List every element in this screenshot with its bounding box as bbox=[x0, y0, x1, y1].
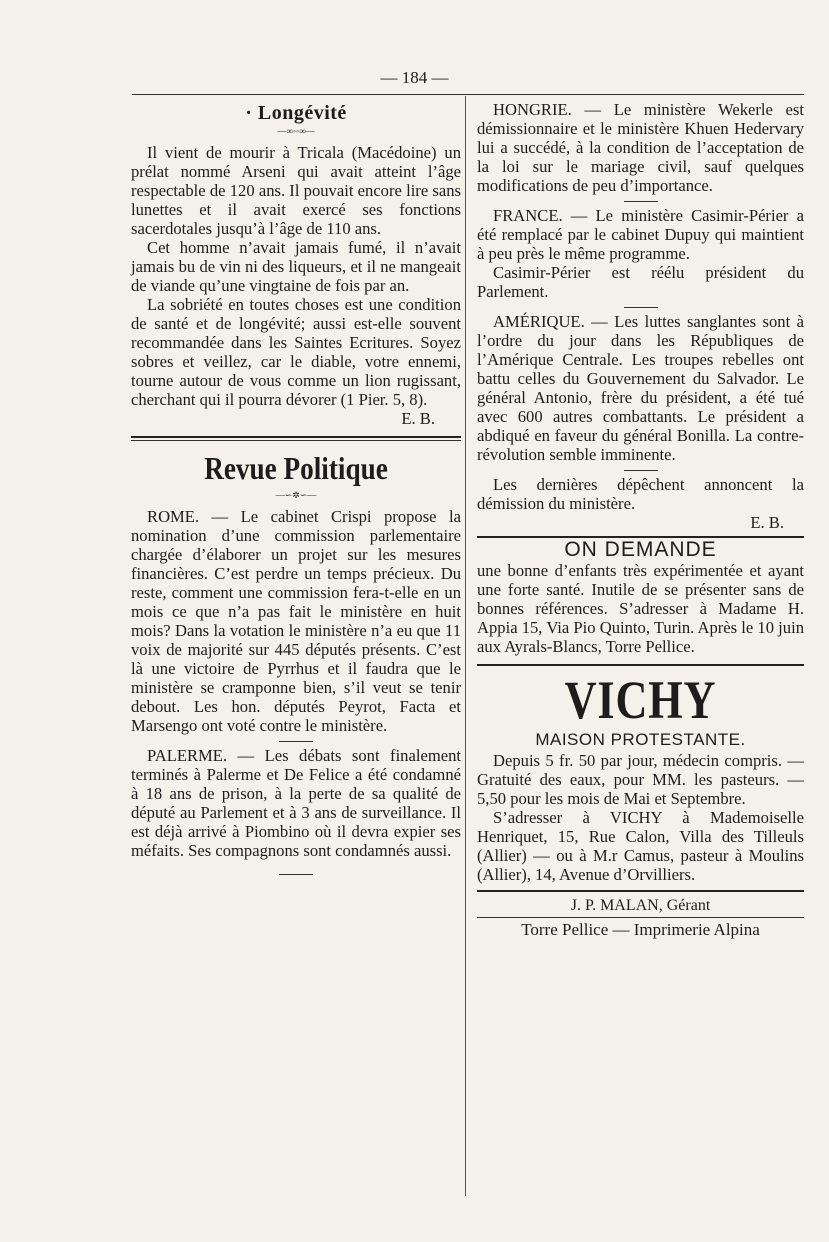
vichy-paragraph-1: Depuis 5 fr. 50 par jour, médecin compris. — Gratuité des eaux, pour MM. les pasteurs. — 5,50 pour les mois de Mai et Septembre. bbox=[477, 751, 804, 808]
longevite-paragraph-2: Cet homme n’avait jamais fumé, il n’avait jamais bu de vin ni des liqueurs, et il ne mangeait de viande qu’une vingtaine de fois par an. bbox=[131, 238, 461, 295]
short-rule bbox=[624, 307, 658, 308]
vichy-paragraph-2: S’adresser à VICHY à Mademoiselle Henriquet, 15, Rue Calon, Villa des Tilleuls (Allier) — ou à M.r Camus, pasteur à Moulins (Allier), 14, Avenue d’Orvilliers. bbox=[477, 808, 804, 884]
right-column bbox=[477, 100, 804, 939]
hongrie-paragraph: HONGRIE. — Le ministère Wekerle est démissionnaire et le ministère Khuen Hedervary lui a succédé, à la condition de l’acceptation de la loi sur le mariage civil, sauf quelques modifications de peu d’importance. bbox=[477, 100, 804, 195]
section-rule bbox=[477, 664, 804, 666]
depeches-paragraph: Les dernières dépêchent annoncent la démission du ministère. bbox=[477, 475, 804, 513]
revue-politique-heading: Revue Politique bbox=[204, 450, 388, 486]
longevite-signature: E. B. bbox=[401, 409, 435, 428]
rome-paragraph: ROME. — Le cabinet Crispi propose la nomination d’une commission parlementaire chargée d’élaborer un projet sur les mesures financières. C’est perdre un temps précieux. Du reste, comment une commission fera-t-elle en un mois ce que n’a pas fait le ministère en huit mois? Dans la votation le ministère n’a eu que 11 voix de majorité sur 445 députés présents. C’est là une victoire de Pyrrhus et il faudra que le ministère se cramponne bien, s’il veut se tenir debout. Les hon. députés Peyrot, Facta et Marsengo ont voté contre le ministère. bbox=[131, 507, 461, 735]
page-number: — 184 — bbox=[380, 68, 449, 87]
on-demande-text: une bonne d’enfants très expérimentée et ayant une forte santé. Inutile de se présenter sans de bonnes références. S’adresser à Madame H. Appia 15, Via Pio Quinto, Turin. Après le 10 juin aux Ayrals-Blancs, Torre Pellice. bbox=[477, 561, 804, 656]
amerique-paragraph: AMÉRIQUE. — Les luttes sanglantes sont à l’ordre du jour dans les Républiques de l’Amérique Centrale. Les troupes rebelles ont battu celles du Gouvernement du Salvador. Le général Antonio, frère du président, a été tué avec 600 autres combattants. Le président a abdiqué en faveur du général Bonilla. La contre-révolution semble imminente. bbox=[477, 312, 804, 464]
section-rule-thin bbox=[131, 440, 461, 441]
top-rule bbox=[132, 94, 804, 95]
france-paragraph: FRANCE. — Le ministère Casimir-Périer a été remplacé par le cabinet Dupuy qui maintient à peu près le même programme. bbox=[477, 206, 804, 263]
short-rule bbox=[624, 470, 658, 471]
vichy-heading: VICHY bbox=[564, 670, 717, 730]
ornament-divider-2: —∽✲∽— bbox=[275, 490, 317, 500]
section-rule-thin bbox=[477, 917, 804, 918]
short-rule bbox=[624, 201, 658, 202]
imprimerie-line: Torre Pellice — Imprimerie Alpina bbox=[521, 920, 760, 939]
ornament-divider: —∞◦◦∞— bbox=[277, 126, 315, 136]
section-rule bbox=[477, 890, 804, 892]
depeches-signature: E. B. bbox=[750, 513, 784, 532]
column-divider bbox=[465, 96, 466, 1196]
maison-heading: MAISON PROTESTANTE. bbox=[535, 730, 746, 749]
left-column bbox=[131, 100, 461, 879]
short-rule bbox=[279, 741, 313, 742]
on-demande-heading: ON DEMANDE bbox=[564, 538, 717, 561]
section-rule bbox=[131, 436, 461, 438]
gerant-line: J. P. MALAN, Gérant bbox=[570, 897, 711, 914]
longevite-paragraph-1: Il vient de mourir à Tricala (Macédoine) un prélat nommé Arseni qui avait atteint l’âge respectable de 120 ans. Il pouvait encore lire sans lunettes et il avait exercé ses fonctions sacerdotales jusqu’à l’âge de 110 ans. bbox=[131, 143, 461, 238]
longevite-heading: · Longévité bbox=[245, 102, 347, 124]
short-rule-end bbox=[279, 874, 313, 875]
france-paragraph-2: Casimir-Périer est réélu président du Parlement. bbox=[477, 263, 804, 301]
palerme-paragraph: PALERME. — Les débats sont finalement terminés à Palerme et De Felice a été condamné à 18 ans de prison, à la perte de sa qualité de député au Parlement et à 3 ans de surveillance. Il est déjà arrivé à Piombino où il devra expier ses méfaits. Ses compagnons sont condamnés aussi. bbox=[131, 746, 461, 860]
longevite-paragraph-3: La sobriété en toutes choses est une condition de santé et de longévité; aussi est-elle souvent recommandée dans les Saintes Ecritures. Soyez sobres et veillez, car le diable, votre ennemi, tourne autour de vous comme un lion rugissant, cherchant qui il pourra dévorer (1 Pier. 5, 8). bbox=[131, 295, 461, 409]
